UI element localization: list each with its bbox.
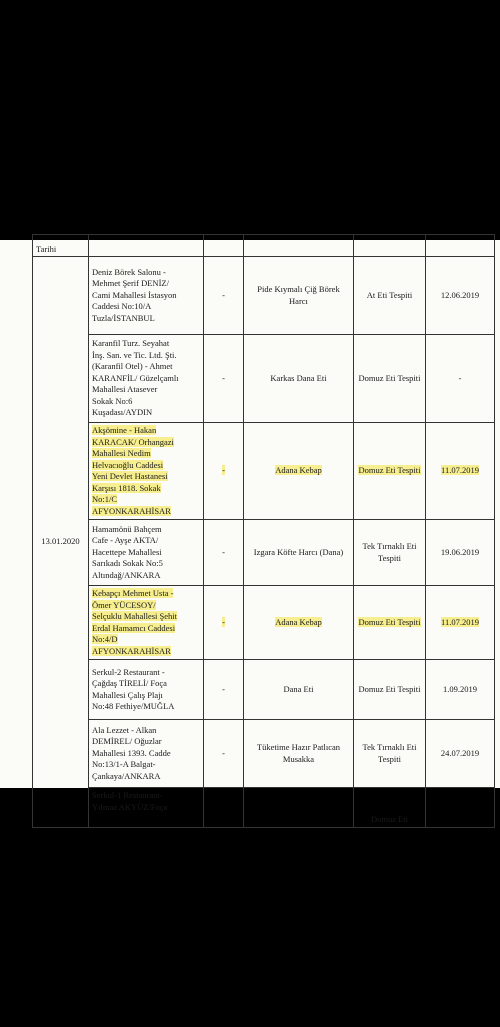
dash-cell xyxy=(204,335,244,423)
product-cell-text: Adana Kebap xyxy=(275,616,322,627)
product-cell-text: Pide Kıymalı Çiğ Börek Harcı xyxy=(257,284,340,306)
business-line: İnş. San. ve Tic. Ltd. Şti. xyxy=(92,349,177,360)
finding-cell xyxy=(354,720,426,788)
business-line: Karşısı 1818. Sokak xyxy=(92,482,161,493)
business-line: Akşömine - Hakan xyxy=(92,425,157,435)
business-line: Cami Mahallesi İstasyon xyxy=(92,289,177,300)
sample-date-cell-text: 19.06.2019 xyxy=(440,546,480,557)
table-row xyxy=(33,660,495,720)
finding-cell xyxy=(354,520,426,586)
sample-date-cell-text: 1.09.2019 xyxy=(443,683,477,694)
product-cell xyxy=(244,423,354,520)
product-cell xyxy=(244,335,354,423)
business-cell xyxy=(89,586,204,660)
business-line: KARANFİL/ Güzelçamlı xyxy=(92,372,179,383)
business-line: Mahallesi 1393. Cadde xyxy=(92,747,171,758)
table-row xyxy=(33,423,495,520)
sample-date-cell-text: 11.07.2019 xyxy=(441,465,479,476)
business-cell xyxy=(89,257,204,335)
business-cell xyxy=(89,720,204,788)
dash-cell-text: - xyxy=(222,546,225,557)
finding-cell xyxy=(354,586,426,660)
finding-cell-text: Domuz Eti Tespiti xyxy=(358,616,421,627)
finding-cell-text: Domuz Eti Tespiti xyxy=(358,372,421,383)
business-line: Cafe - Ayşe AKTA/ xyxy=(92,535,159,546)
business-line: AFYONKARAHİSAR xyxy=(92,645,171,656)
finding-cell xyxy=(354,335,426,423)
dash-cell-text: - xyxy=(222,289,225,300)
product-cell xyxy=(244,720,354,788)
business-line: Altındağ/ANKARA xyxy=(92,569,161,580)
business-line: Çağdaş TİRELİ/ Foça xyxy=(92,678,167,688)
table-header-row xyxy=(33,235,495,257)
finding-cell-text: Domuz Eti Tespiti xyxy=(358,465,421,476)
business-line: Mehmet Şerif DENİZ/ xyxy=(92,278,169,289)
sample-date-cell xyxy=(426,335,495,423)
product-cell xyxy=(244,660,354,720)
table-row xyxy=(33,720,495,788)
business-line: No:13/1-A Balgat- xyxy=(92,759,156,770)
dash-cell xyxy=(204,586,244,660)
business-line: Hacettepe Mahallesi xyxy=(92,546,162,557)
business-cell xyxy=(89,520,204,586)
product-cell-text: Dana Eti xyxy=(283,683,314,694)
dash-cell-text: - xyxy=(222,683,225,694)
dash-cell-text: - xyxy=(222,616,225,627)
dash-cell xyxy=(204,257,244,335)
product-cell xyxy=(244,586,354,660)
product-cell-text: Adana Kebap xyxy=(275,465,322,476)
header-cell xyxy=(89,235,204,257)
product-cell xyxy=(244,788,354,828)
sample-date-cell xyxy=(426,257,495,335)
dash-cell-text: - xyxy=(222,465,225,476)
business-line: DEMİREL/ Oğuzlar xyxy=(92,736,162,747)
table-row xyxy=(33,586,495,660)
table-row xyxy=(33,257,495,335)
finding-cell-text: Domuz Eti xyxy=(370,813,409,824)
sample-date-cell xyxy=(426,423,495,520)
sample-date-cell xyxy=(426,660,495,720)
dash-cell-text: - xyxy=(222,372,225,383)
table-row xyxy=(33,788,495,828)
inspection-date-cell: 13.01.2020 xyxy=(33,257,89,828)
business-line: Sarıkadı Sokak No:5 xyxy=(92,558,163,569)
business-line: Deniz Börek Salonu - xyxy=(92,266,166,277)
business-line: No:1/C xyxy=(92,494,118,504)
business-line: Tuzla/İSTANBUL xyxy=(92,312,155,323)
product-cell xyxy=(244,520,354,586)
business-line: Mahallesi Çalış Plajı xyxy=(92,689,163,700)
business-line: Sokak No:6 xyxy=(92,395,133,406)
business-line: Karanfil Turz. Seyahat xyxy=(92,338,170,349)
header-cell xyxy=(244,235,354,257)
business-line: Serkul-1 Restaurant- xyxy=(92,790,163,800)
business-line: Yılmaz AKYÜZ/Foça xyxy=(92,801,168,812)
business-line: Serkul-2 Restaurant - xyxy=(92,666,165,677)
finding-cell-text: Tek Tırnaklı Eti Tespiti xyxy=(362,541,417,563)
dash-cell xyxy=(204,720,244,788)
business-cell xyxy=(89,788,204,828)
finding-cell-text: Tek Tırnaklı Eti Tespiti xyxy=(362,742,417,764)
business-line: Hamamönü Bahçem xyxy=(92,523,162,534)
product-cell-text: Tüketime Hazır Patlıcan Musakka xyxy=(256,742,341,764)
business-line: Çankaya/ANKARA xyxy=(92,770,161,781)
business-line: Selçuklu Mahallesi Şehit xyxy=(92,611,177,621)
business-line: (Karanfil Otel) - Ahmet xyxy=(92,361,173,372)
business-line: Helvacıoğlu Caddesi xyxy=(92,459,164,470)
product-cell xyxy=(244,257,354,335)
inspection-table xyxy=(32,234,495,828)
business-cell xyxy=(89,335,204,423)
header-cell xyxy=(426,235,495,257)
finding-cell xyxy=(354,423,426,520)
dash-cell xyxy=(204,423,244,520)
sample-date-cell-text: 11.07.2019 xyxy=(441,616,479,627)
dash-cell-text: - xyxy=(222,747,225,758)
business-cell xyxy=(89,660,204,720)
sample-date-cell-text: 24.07.2019 xyxy=(440,747,480,758)
business-line: Mahallesi Atasever xyxy=(92,384,158,395)
sample-date-cell-text: - xyxy=(458,372,462,383)
product-cell-text: Izgara Köfte Harcı (Dana) xyxy=(253,546,344,557)
date-header: Tarihi xyxy=(33,235,89,257)
header-cell xyxy=(204,235,244,257)
dash-cell xyxy=(204,520,244,586)
sample-date-cell xyxy=(426,720,495,788)
business-line: Mahallesi Nedim xyxy=(92,448,151,458)
business-line: No:4/D xyxy=(92,634,118,644)
business-line: KARACAK/ Orhangazi xyxy=(92,436,174,447)
finding-cell-text: At Eti Tespiti xyxy=(366,289,413,300)
table-body xyxy=(33,235,495,828)
sample-date-cell xyxy=(426,520,495,586)
business-cell xyxy=(89,423,204,520)
table-row xyxy=(33,335,495,423)
finding-cell xyxy=(354,788,426,828)
dash-cell xyxy=(204,788,244,828)
document-page xyxy=(0,240,500,824)
finding-cell xyxy=(354,257,426,335)
sample-date-cell xyxy=(426,788,495,828)
business-line: Ala Lezzet - Alkan xyxy=(92,724,157,735)
business-line: AFYONKARAHİSAR xyxy=(92,505,171,516)
sample-date-cell-text: 12.06.2019 xyxy=(440,289,480,300)
sample-date-cell xyxy=(426,586,495,660)
business-line: No:48 Fethiye/MUĞLA xyxy=(92,701,175,711)
dash-cell xyxy=(204,660,244,720)
business-line: Kuşadası/AYDIN xyxy=(92,407,153,418)
header-cell xyxy=(354,235,426,257)
finding-cell xyxy=(354,660,426,720)
business-line: Caddesi No:10/A xyxy=(92,301,152,312)
product-cell-text: Karkas Dana Eti xyxy=(270,372,327,383)
business-line: Erdal Hamamcı Caddesi xyxy=(92,622,176,633)
business-line: Kebapçı Mehmet Usta - xyxy=(92,588,174,598)
business-line: Yeni Devlet Hastanesi xyxy=(92,471,168,481)
finding-cell-text: Domuz Eti Tespiti xyxy=(358,683,421,694)
table-row xyxy=(33,520,495,586)
business-line: Ömer YÜCESOY/ xyxy=(92,599,156,610)
